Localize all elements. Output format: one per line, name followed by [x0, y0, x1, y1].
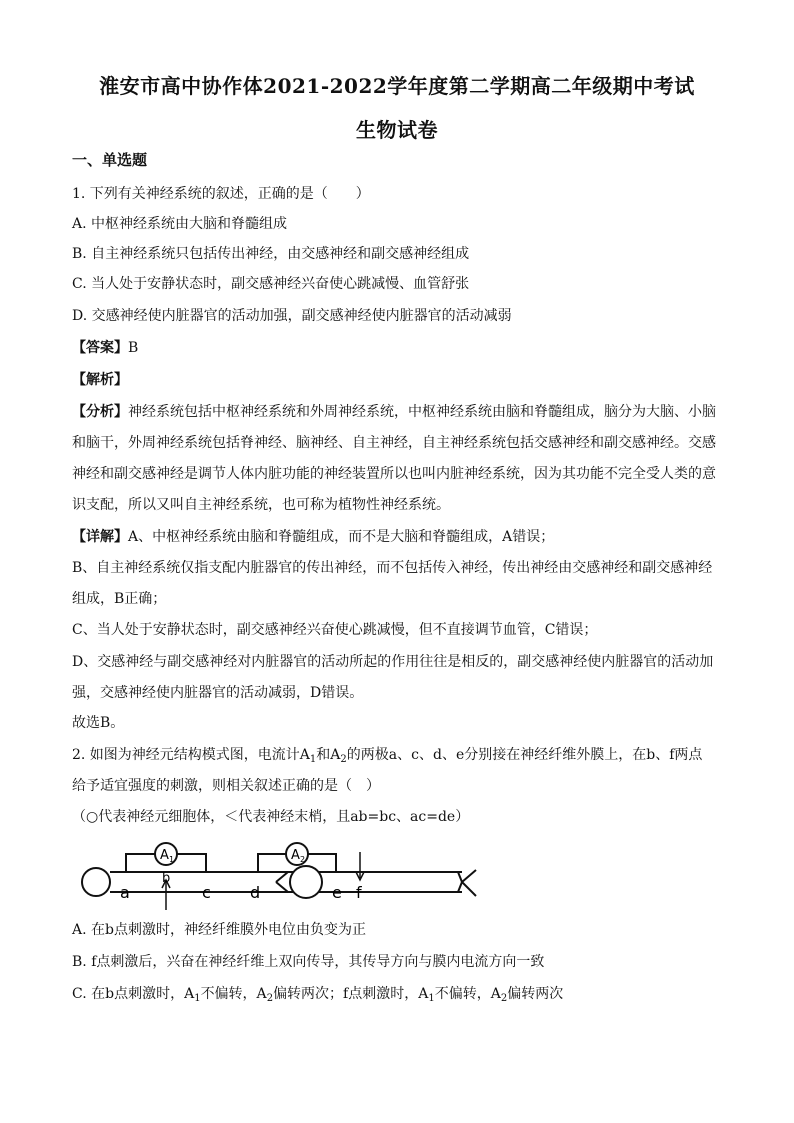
q2-stem-sub-2: 2 — [340, 754, 347, 765]
point-e-label: e — [332, 883, 342, 902]
question-1-option-c: C. 当人处于安静状态时，副交感神经兴奋使心跳减慢、血管舒张 — [72, 276, 470, 292]
question-1-option-d: D. 交感神经使内脏器官的活动加强，副交感神经使内脏器官的活动减弱 — [72, 308, 512, 324]
q2c-text-2: 不偏转，A — [200, 986, 267, 1002]
detail-text: A、中枢神经系统由脑和脊髓组成，而不是大脑和脊髓组成，A错误； — [128, 529, 555, 545]
neuron-diagram — [78, 838, 498, 914]
question-1-option-b: B. 自主神经系统只包括传出神经，由交感神经和副交感神经组成 — [72, 246, 470, 262]
question-2-stem-line-2: 给予适宜强度的刺激，则相关叙述正确的是（ ） — [72, 778, 380, 794]
q2c-sub-1: 1 — [194, 993, 201, 1004]
detail-line-5: D、交感神经与副交感神经对内脏器官的活动所起的作用往往是相反的，副交感神经使内脏器官的活动加 — [72, 654, 714, 670]
section-heading: 一、单选题 — [72, 151, 148, 169]
point-d-label: d — [250, 883, 261, 902]
question-2-note: （○代表神经元细胞体，＜代表神经末梢，且ab=bc、ac=de） — [72, 809, 470, 825]
q2-stem-text-1: 2. 如图为神经元结构模式图，电流计A — [72, 747, 310, 763]
analysis-line-2: 和脑干，外周神经系统包括脊神经、脑神经、自主神经，自主神经系统包括交感神经和副交感神经。交感 — [72, 435, 716, 451]
analysis-tag: 【解析】 — [72, 372, 128, 388]
analysis-line-3: 神经和副交感神经是调节人体内脏功能的神经装置所以也叫内脏神经系统，因为其功能不完全受人类的意 — [72, 466, 716, 482]
synapse-ending-lower — [276, 882, 288, 892]
analysis-line-4: 识支配，所以又叫自主神经系统，也可称为植物性神经系统。 — [72, 497, 450, 513]
answer-value: B — [128, 340, 139, 356]
q2-stem-sub-1: 1 — [309, 754, 317, 765]
detail-line-3: 组成，B正确； — [72, 591, 167, 607]
q2c-text-5: 偏转两次 — [507, 986, 564, 1002]
point-f-label: f — [356, 883, 362, 902]
synapse-ending-upper — [276, 872, 288, 882]
q2c-text-1: C. 在b点刺激时，A — [72, 986, 195, 1002]
q2c-text-3: 偏转两次；f点刺激时，A — [273, 986, 429, 1002]
detail-line-2: B、自主神经系统仅指支配内脏器官的传出神经，而不包括传入神经，传出神经由交感神经和副交感神经 — [72, 560, 713, 576]
conclusion-line: 故选B。 — [72, 715, 125, 731]
answer-tag: 【答案】 — [72, 340, 128, 356]
meter-a1-label: A — [160, 848, 169, 863]
page-subtitle: 生物试卷 — [356, 118, 438, 142]
nerve-terminal-lower — [462, 882, 476, 896]
meter-a2-sub: 2 — [300, 855, 306, 864]
question-1-stem: 1. 下列有关神经系统的叙述，正确的是（ ） — [72, 186, 370, 202]
question-2-option-c — [72, 984, 724, 1009]
q2-stem-text-3: 的两极a、c、d、e分别接在神经纤维外膜上，在b、f两点 — [346, 747, 703, 763]
detail-line-4: C、当人处于安静状态时，副交感神经兴奋使心跳减慢，但不直接调节血管，C错误； — [72, 622, 598, 638]
analysis-line-1 — [72, 402, 724, 422]
analysis-text: 神经系统包括中枢神经系统和外周神经系统，中枢神经系统由脑和脊髓组成，脑分为大脑、小脑 — [128, 404, 716, 420]
analysis-head: 【分析】 — [72, 404, 128, 420]
meter-a2-label: A — [291, 848, 300, 863]
detail-line-6: 强，交感神经使内脏器官的活动减弱，D错误。 — [72, 685, 364, 701]
nerve-terminal-upper — [462, 870, 476, 882]
q2c-sub-3: 1 — [428, 993, 435, 1004]
q2-stem-text-2: 和A — [316, 747, 341, 763]
q2c-sub-2: 2 — [266, 993, 274, 1004]
question-2-stem — [72, 745, 724, 770]
question-2-option-a: A. 在b点刺激时，神经纤维膜外电位由负变为正 — [72, 922, 366, 938]
question-2-option-b: B. f点刺激后，兴奋在神经纤维上双向传导，其传导方向与膜内电流方向一致 — [72, 954, 545, 970]
detail-head: 【详解】 — [72, 529, 128, 545]
point-b-label: b — [162, 871, 171, 886]
axon-end-bottom — [458, 882, 462, 892]
point-c-label: c — [202, 883, 211, 902]
cell-body-left — [82, 868, 110, 896]
axon-end-top — [458, 872, 462, 882]
q2c-text-4: 不偏转，A — [434, 986, 501, 1002]
page-title: 淮安市高中协作体2021-2022学年度第二学期高二年级期中考试 — [99, 74, 695, 98]
point-a-label: a — [120, 883, 130, 902]
meter-a1-sub: 1 — [169, 855, 175, 864]
detail-line-1 — [72, 527, 724, 547]
answer-line — [72, 338, 724, 358]
cell-body-middle — [290, 866, 322, 898]
q2c-sub-4: 2 — [500, 993, 508, 1004]
question-1-option-a: A. 中枢神经系统由大脑和脊髓组成 — [72, 216, 288, 232]
